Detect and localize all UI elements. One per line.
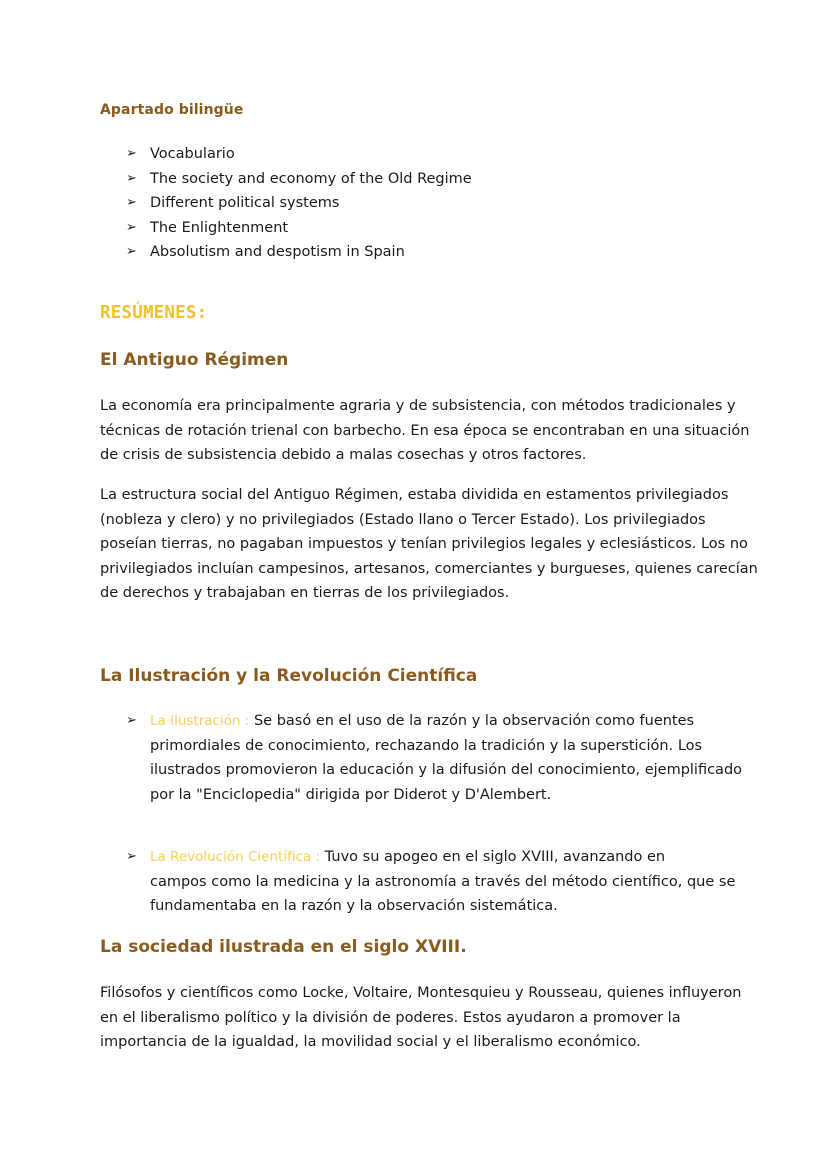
arrow-bullet-icon: ➢ — [126, 170, 137, 186]
list-item: ➢ The society and economy of the Old Regime — [126, 167, 472, 192]
bilingual-section-label: Apartado bilingüe — [100, 102, 244, 118]
arrow-bullet-icon: ➢ — [126, 244, 137, 259]
arrow-bullet-icon: ➢ — [126, 219, 137, 235]
arrow-bullet-icon: ➢ — [126, 849, 137, 864]
bilingual-topic-list — [126, 142, 472, 265]
arrow-bullet-icon: ➢ — [126, 713, 137, 728]
resumenes-heading: RESÚMENES: — [100, 303, 208, 323]
antiguo-regimen-paragraph-society: La estructura social del Antiguo Régimen, estaba dividida en estamentos privilegiados (nobleza y clero) y no privilegiados (Estado llano o Tercer Estado). Los privilegiados poseían tierras, no pagaban impuestos y tenían privilegios legales y eclesiásticos. Los no privilegiados incluían campesinos, artesanos, comerciantes y burgueses, quienes carecían de derechos y trabajaban en tierras de los privilegiados. — [100, 487, 758, 601]
arrow-bullet-icon: ➢ — [126, 146, 137, 161]
ilustracion-item: ➢ La Ilustración : Se basó en el uso de la razón y la observación como fuentes primordiales de conocimiento, rechazando la tradición y la superstición. Los ilustrados promovieron la educación y la difusión del conocimiento, ejemplificado por la "Enciclopedia" dirigida por Diderot y D'Alembert. — [126, 709, 746, 807]
list-item: ➢ Vocabulario — [126, 142, 472, 167]
revolucion-cientifica-item: ➢ La Revolución Científica : Tuvo su apogeo en el siglo XVIII, avanzando en campos como la medicina y la astronomía a través del método científico, que se fundamentaba en la razón y la observación sistemática. — [126, 845, 746, 919]
antiguo-regimen-heading: El Antiguo Régimen — [100, 350, 289, 370]
antiguo-regimen-paragraph-economy: La economía era principalmente agraria y de subsistencia, con métodos tradicionales y técnicas de rotación trienal con barbecho. En esa época se encontraban en una situación de crisis de subsistencia debido a malas cosechas y otros factores. — [100, 398, 750, 463]
list-item: ➢ The Enlightenment — [126, 216, 472, 241]
sociedad-ilustrada-paragraph: Filósofos y científicos como Locke, Voltaire, Montesquieu y Rousseau, quienes influyeron en el liberalismo político y la división de poderes. Estos ayudaron a promover la importancia de la igualdad, la movilidad social y el liberalismo económico. — [100, 985, 742, 1050]
ilustracion-heading: La Ilustración y la Revolución Científica — [100, 666, 478, 686]
list-item: ➢ Different political systems — [126, 191, 472, 216]
term-ilustracion: La Ilustración : — [150, 713, 250, 729]
term-revolucion-cientifica: La Revolución Científica : — [150, 849, 321, 865]
arrow-bullet-icon: ➢ — [126, 195, 137, 210]
sociedad-ilustrada-heading: La sociedad ilustrada en el siglo XVIII. — [100, 937, 467, 957]
list-item: ➢ Absolutism and despotism in Spain — [126, 240, 472, 265]
